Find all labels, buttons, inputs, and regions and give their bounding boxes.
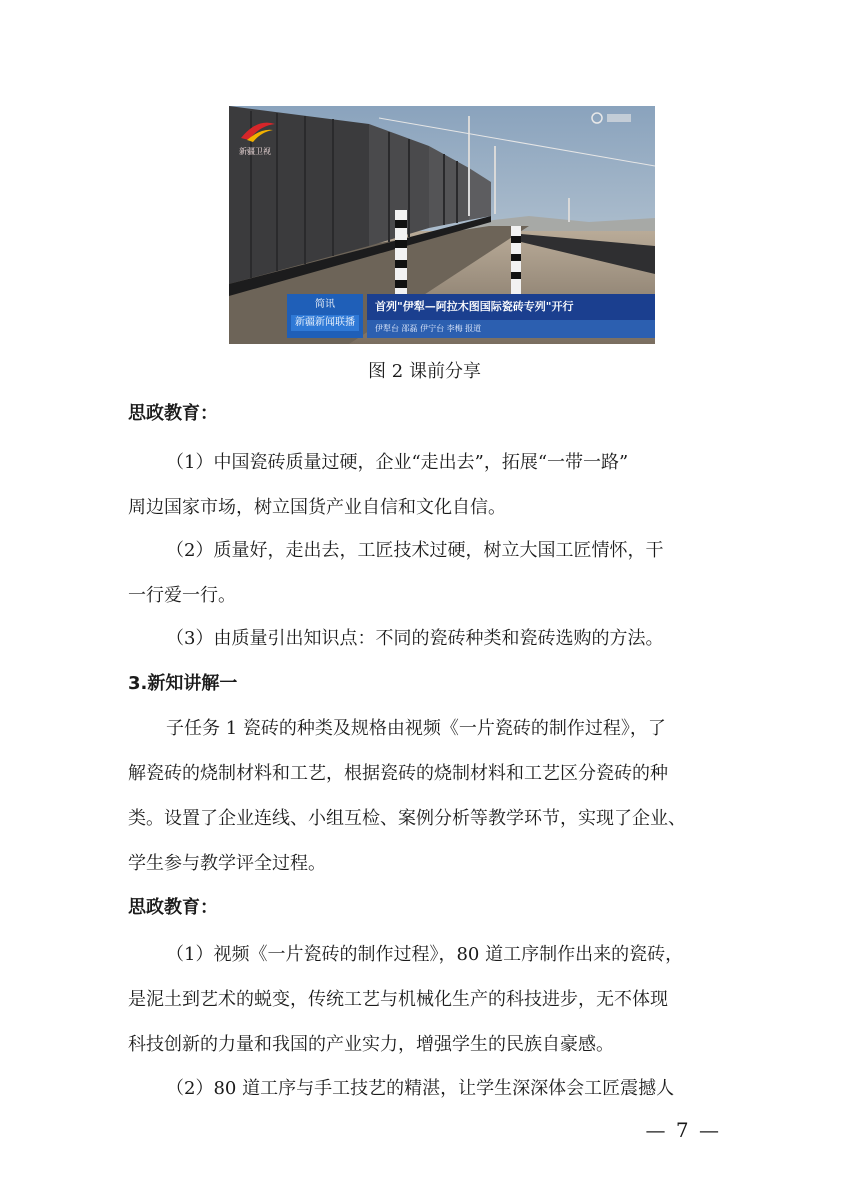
paragraph-line: （1）视频《一片瓷砖的制作过程》，80 道工序制作出来的瓷砖， bbox=[166, 944, 684, 965]
paragraph-line: （2）质量好，走出去，工匠技术过硬，树立大国工匠情怀，干 bbox=[166, 540, 664, 561]
page-number: — 7 — bbox=[645, 1118, 721, 1142]
news-credit: 伊犁台 邵磊 伊宁台 李梅 报道 bbox=[367, 320, 655, 338]
section-heading: 3.新知讲解一 bbox=[128, 673, 238, 694]
paragraph-line: 是泥土到艺术的蜕变，传统工艺与机械化生产的科技进步，无不体现 bbox=[128, 989, 668, 1010]
paragraph bbox=[128, 440, 722, 530]
paragraph-line: 学生参与教学评全过程。 bbox=[128, 853, 326, 874]
paragraph-line: 类。设置了企业连线、小组互检、案例分析等教学环节，实现了企业、 bbox=[128, 808, 686, 829]
channel-logo bbox=[237, 116, 297, 156]
paragraph-line: 子任务 1 瓷砖的种类及规格由视频《一片瓷砖的制作过程》，了 bbox=[166, 718, 666, 739]
paragraph bbox=[128, 616, 722, 661]
paragraph-line: （1）中国瓷砖质量过硬，企业“走出去”，拓展“一带一路” bbox=[166, 452, 629, 473]
section-heading: 思政教育： bbox=[128, 897, 218, 918]
news-banner bbox=[287, 294, 655, 338]
news-photo bbox=[229, 106, 655, 344]
news-tag-top: 简讯 bbox=[315, 299, 335, 310]
news-tag-bottom: 新疆新闻联播 bbox=[291, 315, 359, 331]
paragraph-line: 解瓷砖的烧制材料和工艺，根据瓷砖的烧制材料和工艺区分瓷砖的种 bbox=[128, 763, 668, 784]
channel-logo-text: 新疆卫视 bbox=[239, 147, 271, 156]
paragraph-line: 科技创新的力量和我国的产业实力，增强学生的民族自豪感。 bbox=[128, 1034, 614, 1055]
paragraph bbox=[128, 706, 722, 886]
paragraph bbox=[128, 1066, 722, 1111]
section-heading: 思政教育： bbox=[128, 403, 218, 424]
news-title: 首列"伊犁—阿拉木图国际瓷砖专列"开行 bbox=[367, 294, 655, 320]
paragraph-line: 周边国家市场，树立国货产业自信和文化自信。 bbox=[128, 497, 506, 518]
paragraph bbox=[128, 528, 722, 618]
paragraph-line: （2）80 道工序与手工技艺的精湛，让学生深深体会工匠震撼人 bbox=[166, 1078, 675, 1099]
paragraph-line: （3）由质量引出知识点：不同的瓷砖种类和瓷砖选购的方法。 bbox=[166, 628, 664, 649]
paragraph-line: 一行爱一行。 bbox=[128, 585, 236, 606]
paragraph bbox=[128, 932, 722, 1067]
channel-logo-icon bbox=[237, 116, 277, 144]
news-tag bbox=[287, 294, 363, 338]
figure-caption: 图 2 课前分享 bbox=[368, 361, 481, 382]
